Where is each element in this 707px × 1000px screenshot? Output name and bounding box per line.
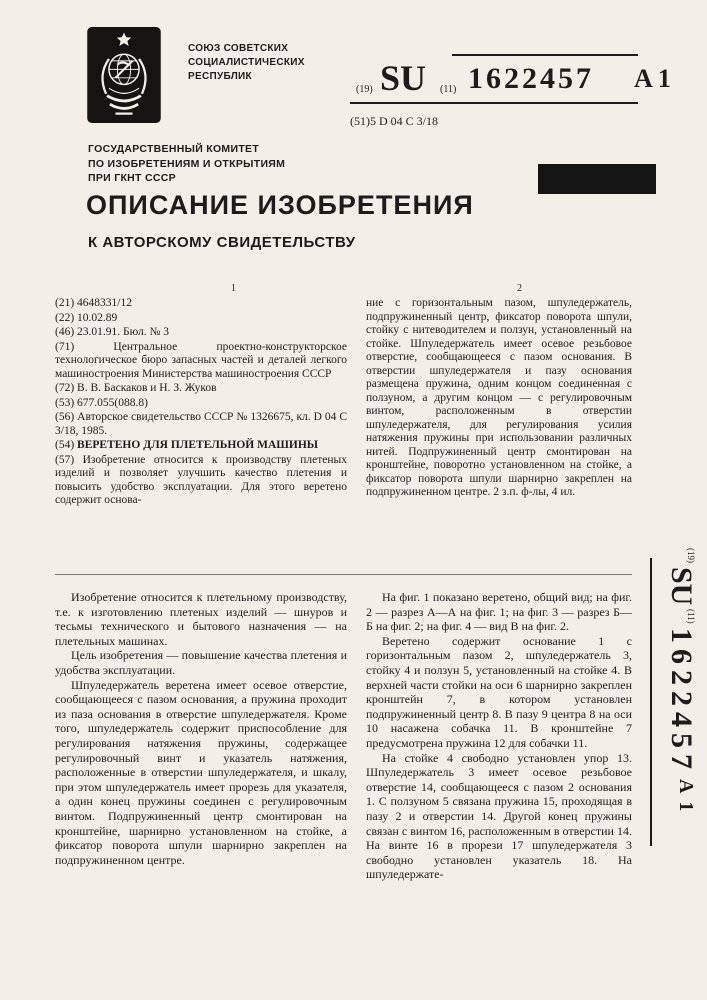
description-paragraph: Шпуледержатель веретена имеет осевое отверстие, сообщающееся с пазом основания, а пружина проходит из паза основания в отверстие шпуледержателя. Кроме того, шпуледержатель содержит приспособление для регулирования натяжения пружины, содержащее регулировочный винт и указатель натяжения, расположенные в отверстии шпуледержателя, и шкалу, при этом шпуледержатель имеет прорезь для указателя, а один конец пружины соединен с регулировочным винтом. Подпружиненный центр смонтирован на кронштейне, шарнирно установленном на стойке, а фиксатор поворота шпули шарнирно закреплен на подпружиненном центре. [55, 677, 347, 867]
country-line: РЕСПУБЛИК [188, 71, 252, 82]
kind-code: A 1 [634, 64, 671, 93]
biblio-item-54-invention-title [55, 439, 347, 453]
biblio-item-72 [55, 382, 347, 396]
country-line: СОЮЗ СОВЕТСКИХ [188, 43, 289, 54]
description-paragraph: Веретено содержит основание 1 с горизонтальным пазом 2, шпуледержатель 3, стойку 4 и ползун 5, установленный на стойке 4. В верхней части стойки на оси 6 шарнирно закреплен кронштейн 7, в котором установлен подпружиненный центр 8. В пазу 9 центра 8 на оси 10 насажена собачка 11. В кронштейне 7 предусмотрена пружина 12 для собачки 11. [366, 633, 632, 750]
biblio-code: (46) [55, 326, 75, 338]
inid-code-19: (19) [356, 84, 373, 95]
biblio-text: 10.02.89 [77, 311, 118, 324]
document-number: 1622457 [468, 62, 594, 95]
committee-name [88, 142, 285, 186]
abstract-text-left: Изобретение относится к производству плетеных изделий и позволяет улучшить качество плетения и повысить удобство эксплуатации. Для этого веретено содержит основа- [55, 453, 347, 506]
biblio-text: Авторское свидетельство СССР № 1326675, кл. D 04 C 3/18, 1985. [55, 411, 348, 437]
biblio-item-21 [55, 297, 347, 311]
country-line: СОЦИАЛИСТИЧЕСКИХ [188, 57, 305, 68]
biblio-code: (71) [55, 340, 75, 353]
document-title: ОПИСАНИЕ ИЗОБРЕТЕНИЯ [86, 190, 474, 220]
description-paragraph: На стойке 4 свободно установлен упор 13. Шпуледержатель 3 имеет осевое резьбовое отверстие 14, сообщающееся с пазом 2 основания 1. С ползуном 5 связана пружина 15, проходящая в пазу 2 и отверстии 14. Другой конец пружины связан с винтом 16, расположенным в отверстии 14. На винте 16 в прорези 17 шпуледержателя 3 свободно установлен указатель 18. На шпуледержате- [366, 750, 632, 882]
document-subtitle: К АВТОРСКОМУ СВИДЕТЕЛЬСТВУ [88, 234, 356, 251]
invention-title: ВЕРЕТЕНО ДЛЯ ПЛЕТЕЛЬНОЙ МАШИНЫ [77, 439, 319, 451]
biblio-code: (54) [55, 439, 75, 451]
biblio-code: (56) [55, 411, 75, 423]
inid-code-11: (11) [440, 84, 457, 95]
biblio-code: (57) [55, 453, 75, 466]
header-rule-top [452, 54, 638, 56]
side-document-number: 1622457 [665, 628, 698, 776]
biblio-code: (72) [55, 382, 75, 394]
biblio-text: Центральное проектно-конструкторское технологическое бюро запасных частей и деталей легкого машиностроения Министерства машиностроения СССР [55, 340, 347, 380]
header-rule-bottom [350, 102, 638, 104]
side-inid-code-19: (19) [686, 548, 696, 563]
side-id-strip [652, 548, 696, 817]
committee-line: ГОСУДАРСТВЕННЫЙ КОМИТЕТ [88, 143, 260, 155]
biblio-item-53 [55, 397, 347, 411]
ussr-emblem-icon [86, 26, 162, 124]
biblio-code: (21) [55, 297, 75, 309]
biblio-code: (53) [55, 396, 75, 409]
side-inid-code-11: (11) [686, 609, 696, 625]
biblio-item-57-abstract [55, 454, 347, 508]
section-divider [55, 574, 632, 575]
biblio-column-right [366, 297, 632, 500]
description-paragraph: Цель изобретения — повышение качества плетения и удобства эксплуатации. [55, 648, 347, 677]
ipc-classification: (51)5 D 04 C 3/18 [350, 114, 438, 128]
abstract-text-right: ние с горизонтальным пазом, шпуледержатель, подпружиненный центр, фиксатор поворота шпули, стойку с нитеводителем и ползун, установленный на стойке. Шпуледержатель имеет осевое резьбовое отверстие, сообщающееся с пазом основания. В отверстии шпуледержателя и пазу основания размещена пружина, одним концом соединенная с ползуном, а другим концом — с регулировочным винтом, расположенным в отверстии шпуледержателя, для регулирования усилия натяжения пружины при использовании различных нитей. Подпружиненный центр смонтирован на кронштейне, поворотно установленном на стойке, а фиксатор поворота шпули шарнирно закреплен на подпружиненном центре. 2 з.п. ф-лы, 4 ил. [366, 297, 632, 498]
biblio-text: В. В. Баскаков и Н. З. Жуков [77, 382, 217, 394]
biblio-text: 23.01.91. Бюл. № 3 [77, 326, 170, 338]
description-column-left [55, 590, 347, 867]
stamp-box [538, 164, 656, 194]
side-kind-code: A 1 [675, 779, 697, 814]
biblio-item-71 [55, 341, 347, 382]
column-marker-1: 1 [231, 283, 236, 294]
side-country-code-su: SU [665, 567, 698, 606]
biblio-text: 4648331/12 [77, 297, 132, 309]
description-paragraph: На фиг. 1 показано веретено, общий вид; на фиг. 2 — разрез А—А на фиг. 1; на фиг. 3 — разрез Б—Б на фиг. 2; на фиг. 4 — вид В на фиг. 2. [366, 590, 632, 634]
biblio-item-46 [55, 326, 347, 340]
biblio-item-56 [55, 411, 347, 438]
biblio-column-left [55, 297, 347, 509]
committee-line: ПО ИЗОБРЕТЕНИЯМ И ОТКРЫТИЯМ [88, 157, 286, 170]
country-code-su: SU [380, 58, 427, 98]
biblio-text: 677.055(088.8) [77, 396, 148, 409]
country-name [188, 42, 305, 84]
biblio-item-22 [55, 312, 347, 326]
biblio-code: (22) [55, 311, 75, 324]
description-column-right [366, 590, 632, 882]
committee-line: ПРИ ГКНТ СССР [88, 172, 176, 184]
description-paragraph: Изобретение относится к плетельному производству, т.е. к изготовлению плетеных изделий — шнуров и тесьмы технического и бытового назначения — на плетельных машинах. [55, 590, 347, 648]
column-marker-2: 2 [517, 283, 522, 294]
